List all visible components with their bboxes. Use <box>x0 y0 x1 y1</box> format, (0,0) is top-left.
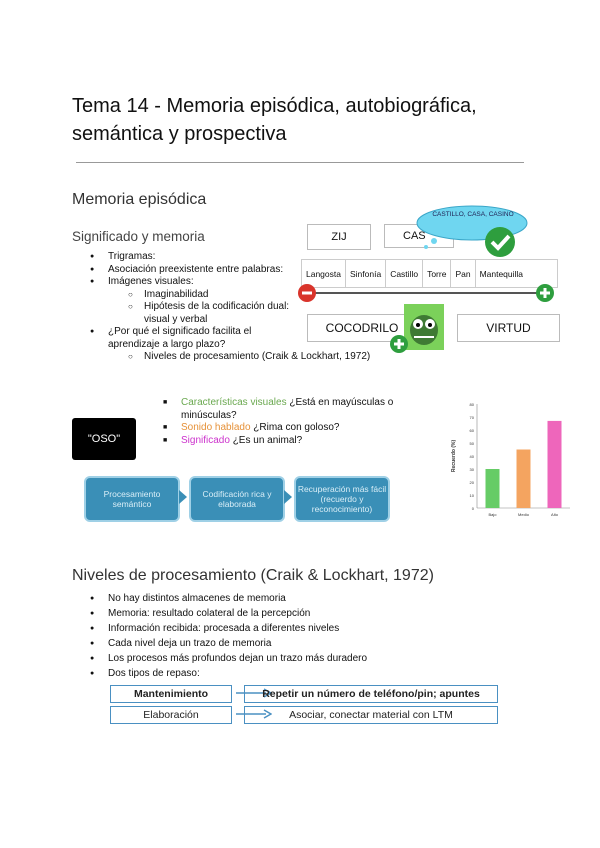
y-tick-label: 30 <box>469 467 474 472</box>
word-item: Torre <box>423 260 451 287</box>
word-item: Pan <box>451 260 475 287</box>
bubble-text: CASTILLO, CASA, CASINO <box>432 211 514 218</box>
oso-box: "OSO" <box>72 418 136 460</box>
plus-icon <box>389 334 409 354</box>
level-sound-question: ¿Rima con goloso? <box>250 422 340 433</box>
flow-step-3: Recuperación más fácil (recuerdo y reconocimiento) <box>294 476 390 522</box>
list-item: ○ Imaginabilidad <box>144 289 303 302</box>
level-meaning-question: ¿Es un animal? <box>229 434 303 446</box>
level-meaning-label: Significado <box>181 434 230 446</box>
bullet-list-niveles <box>108 591 488 681</box>
list-item: ● Dos tipos de repaso: <box>108 666 488 681</box>
repaso-desc-elaboracion: Asociar, conectar material con LTM <box>244 706 498 724</box>
list-item: ● Los procesos más profundos dejan un trazo más duradero <box>108 651 488 666</box>
bar <box>486 469 500 508</box>
plus-icon <box>535 283 555 303</box>
y-tick-label: 20 <box>469 480 474 485</box>
trigram-zij: ZIJ <box>307 224 371 250</box>
list-item: ● Imágenes visuales: <box>108 276 303 289</box>
y-tick-label: 40 <box>469 454 474 459</box>
y-tick-label: 10 <box>469 493 474 498</box>
list-item: ● Cada nivel deja un trazo de memoria <box>108 636 488 651</box>
trigram-cas: CAS <box>384 224 454 248</box>
section-heading-niveles: Niveles de procesamiento (Craik & Lockhart, 1972) <box>72 567 434 584</box>
level-visual-question: ¿Está en mayúsculas o minúsculas? <box>181 397 394 421</box>
list-item: ● Asociación preexistente entre palabras: <box>108 264 303 277</box>
y-tick-label: 60 <box>469 428 474 433</box>
list-item: ● Trigramas: <box>108 251 303 264</box>
divider <box>76 162 524 163</box>
x-tick-label: Bajo <box>488 512 497 517</box>
word-cocodrilo: COCODRILO <box>307 314 417 342</box>
word-item: Sinfonía <box>346 260 386 287</box>
list-item: ○ Niveles de procesamiento (Craik & Lockhart, 1972) <box>144 351 464 364</box>
y-tick-label: 70 <box>469 415 474 420</box>
level-sound <box>181 422 421 435</box>
flow-arrow <box>179 490 187 504</box>
minus-icon <box>297 283 317 303</box>
level-visual <box>181 397 421 422</box>
word-item: Mantequilla <box>479 268 524 279</box>
crocodile-image <box>404 304 444 350</box>
x-tick-label: Medio <box>518 512 529 517</box>
word-item: Langosta <box>302 260 346 287</box>
check-icon <box>484 226 516 258</box>
page-title: Tema 14 - Memoria episódica, autobiográfica, semántica y prospectiva <box>72 95 477 145</box>
flow-arrow <box>284 490 292 504</box>
word-row <box>301 259 558 288</box>
repaso-type-mantenimiento: Mantenimiento <box>110 685 232 703</box>
y-tick-label: 80 <box>469 402 474 407</box>
section-heading-episodica: Memoria episódica <box>72 191 207 208</box>
list-item: ● No hay distintos almacenes de memoria <box>108 591 488 606</box>
y-tick-label: 50 <box>469 441 474 446</box>
list-item: ● ¿Por qué el significado facilita el aprendizaje a largo plazo? <box>108 326 278 351</box>
level-meaning <box>181 435 421 448</box>
repaso-desc-mantenimiento: Repetir un número de teléfono/pin; apuntes <box>244 685 498 703</box>
word-virtud: VIRTUD <box>457 314 560 342</box>
list-item: ○ Hipótesis de la codificación dual: visual y verbal <box>144 301 303 326</box>
word-item: Castillo <box>386 260 423 287</box>
list-item: ● Información recibida: procesada a diferentes niveles <box>108 621 488 636</box>
x-tick-label: Alto <box>551 512 558 517</box>
levels-list <box>181 397 421 447</box>
bar <box>548 421 562 508</box>
level-sound-label: Sonido hablado <box>181 422 251 433</box>
level-visual-label: Características visuales <box>181 397 287 408</box>
flow-step-2: Codificación rica y elaborada <box>189 476 285 522</box>
list-item: ● Memoria: resultado colateral de la percepción <box>108 606 488 621</box>
repaso-type-elaboracion: Elaboración <box>110 706 232 724</box>
flow-step-1: Procesamiento semántico <box>84 476 180 522</box>
scale-line <box>306 292 546 294</box>
y-axis-label: Recuerdo (%) <box>451 439 457 473</box>
bar-chart <box>445 398 575 524</box>
subheading-significado: Significado y memoria <box>72 229 205 244</box>
y-tick-label: 0 <box>471 506 474 511</box>
bar <box>517 450 531 509</box>
